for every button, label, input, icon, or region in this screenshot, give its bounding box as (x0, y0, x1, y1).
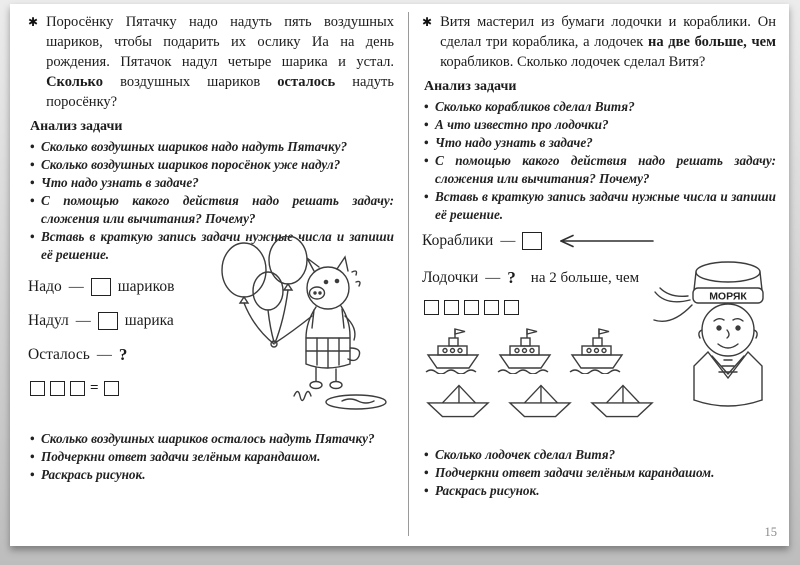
bullet-icon: • (424, 153, 429, 168)
followup-task (422, 464, 776, 482)
record-suffix: шарика (124, 312, 174, 329)
solution-box[interactable] (444, 300, 459, 315)
answer-box[interactable] (522, 232, 542, 250)
paper-boats-illustration (424, 380, 656, 420)
analysis-question-text: Сколько воздушных шариков надо надуть Пятачку? (41, 139, 348, 154)
followup-task (422, 482, 776, 500)
analysis-question-text: А что известно про лодочки? (435, 117, 609, 132)
steamboat-icon (496, 326, 554, 374)
analysis-question-text: Вставь в краткую запись задачи нужные числа и запиши её решение. (41, 229, 394, 262)
followup-task-list (28, 430, 394, 484)
right-column (422, 12, 776, 500)
bullet-icon: • (30, 193, 35, 208)
bullet-icon: • (30, 431, 35, 446)
record-label: Осталось (28, 346, 90, 363)
sailor-hat-label: МОРЯК (709, 290, 747, 303)
short-record-row (422, 232, 657, 250)
asterisk-icon: ✱ (28, 15, 39, 29)
bullet-icon: • (424, 483, 429, 498)
dash: — (75, 312, 91, 329)
analysis-heading: Анализ задачи (30, 119, 123, 134)
dash: — (485, 269, 501, 286)
record-label: Кораблики (422, 232, 494, 249)
problem-text-segment: воздушных шариков (102, 74, 278, 90)
short-record-row (422, 268, 639, 288)
problem-statement (422, 12, 776, 72)
solution-box[interactable] (104, 381, 119, 396)
solution-box[interactable] (70, 381, 85, 396)
analysis-question (422, 134, 776, 152)
left-column (28, 12, 394, 484)
page-number: 15 (764, 525, 777, 539)
analysis-question (422, 188, 776, 224)
bullet-icon: • (30, 449, 35, 464)
followup-task (422, 446, 776, 464)
problem-text-segment: надуть поросёнку? (46, 74, 394, 110)
question-mark: ? (118, 345, 128, 364)
problem-text-bold: Сколько (46, 74, 103, 90)
analysis-question (28, 156, 394, 174)
question-mark: ? (507, 268, 516, 287)
page (10, 4, 789, 546)
followup-task-list (422, 446, 776, 500)
comparison-note: на 2 больше, чем (530, 269, 640, 286)
steamboat-icon (424, 326, 482, 374)
bullet-icon: • (30, 157, 35, 172)
left-arrow (553, 233, 657, 249)
problem-text-segment: Витя мастерил из бумаги лодочки и кораблики. Он сделал три кораблика, а лодочек (440, 14, 776, 50)
analysis-question (28, 174, 394, 192)
problem-text (46, 12, 394, 112)
column-divider (408, 12, 409, 536)
record-label: Лодочки (422, 269, 479, 286)
analysis-question (28, 192, 394, 228)
solution-box[interactable] (484, 300, 499, 315)
solution-boxes-row (424, 300, 519, 315)
record-label: Надо (28, 278, 62, 295)
bullet-icon: • (30, 175, 35, 190)
bullet-icon: • (424, 117, 429, 132)
followup-task-text: Раскрась рисунок. (41, 467, 146, 482)
analysis-question-text: Сколько воздушных шариков поросёнок уже надул? (41, 157, 341, 172)
steamboat-icon (568, 326, 626, 374)
problem-text-bold: осталось (277, 74, 336, 90)
dash: — (96, 346, 112, 363)
problem-text-segment: корабликов. Сколько лодочек сделал Витя? (440, 54, 706, 70)
equals-sign: = (90, 380, 99, 396)
followup-task (28, 430, 394, 448)
asterisk-icon: ✱ (422, 15, 433, 29)
problem-text-segment: Поросёнку Пятачку надо надуть пять воздушных шариков, чтобы подарить их ослику Иа на день рождения. Пятачок надул четыре шарика и устал. (46, 14, 394, 70)
analysis-question-text: Что надо узнать в задаче? (41, 175, 199, 190)
solution-box[interactable] (30, 381, 45, 396)
paper-boat-icon (588, 380, 656, 420)
analysis-question-text: Что надо узнать в задаче? (435, 135, 593, 150)
bullet-icon: • (30, 139, 35, 154)
analysis-question (422, 98, 776, 116)
analysis-question (422, 116, 776, 134)
followup-task-text: Подчеркни ответ задачи зелёным карандашом. (41, 449, 321, 464)
answer-box[interactable] (98, 312, 118, 330)
paper-boat-icon (424, 380, 492, 420)
solution-boxes-row (30, 380, 119, 397)
short-record-row (28, 312, 174, 330)
paper-boat-icon (506, 380, 574, 420)
followup-task (28, 466, 394, 484)
followup-task-text: Раскрась рисунок. (435, 483, 540, 498)
problem-text-bold: на две больше, чем (648, 34, 776, 50)
bullet-icon: • (424, 189, 429, 204)
analysis-question (422, 152, 776, 188)
short-record-area (422, 230, 776, 438)
dash: — (500, 232, 516, 249)
followup-task (28, 448, 394, 466)
solution-box[interactable] (504, 300, 519, 315)
problem-text (440, 12, 776, 72)
analysis-question-text: Сколько корабликов сделал Витя? (435, 99, 635, 114)
bullet-icon: • (424, 465, 429, 480)
short-record-row (28, 345, 127, 365)
bullet-icon: • (30, 467, 35, 482)
solution-box[interactable] (464, 300, 479, 315)
analysis-question-list (422, 98, 776, 224)
record-label: Надул (28, 312, 69, 329)
sailor-boy-illustration (650, 248, 782, 428)
followup-task-text: Сколько лодочек сделал Витя? (435, 447, 616, 462)
solution-box[interactable] (424, 300, 439, 315)
analysis-heading: Анализ задачи (424, 79, 517, 94)
answer-box[interactable] (91, 278, 111, 296)
bullet-icon: • (424, 447, 429, 462)
analysis-question-text: Вставь в краткую запись задачи нужные числа и запиши её решение. (435, 189, 776, 222)
analysis-question-text: С помощью какого действия надо решать задачу: сложения или вычитания? Почему? (41, 193, 394, 226)
analysis-question-text: С помощью какого действия надо решать задачу: сложения или вычитания? Почему? (435, 153, 776, 186)
pig-with-balloons-illustration (204, 236, 396, 416)
short-record-row (28, 278, 174, 296)
dash: — (68, 278, 84, 295)
bullet-icon: • (424, 135, 429, 150)
problem-statement (28, 12, 394, 112)
solution-box[interactable] (50, 381, 65, 396)
record-suffix: шариков (117, 278, 175, 295)
followup-task-text: Сколько воздушных шариков осталось надуть Пятачку? (41, 431, 375, 446)
steamboats-illustration (424, 326, 626, 374)
bullet-icon: • (30, 229, 35, 244)
analysis-question (28, 138, 394, 156)
bullet-icon: • (424, 99, 429, 114)
followup-task-text: Подчеркни ответ задачи зелёным карандашом. (435, 465, 715, 480)
short-record-area (28, 272, 394, 422)
